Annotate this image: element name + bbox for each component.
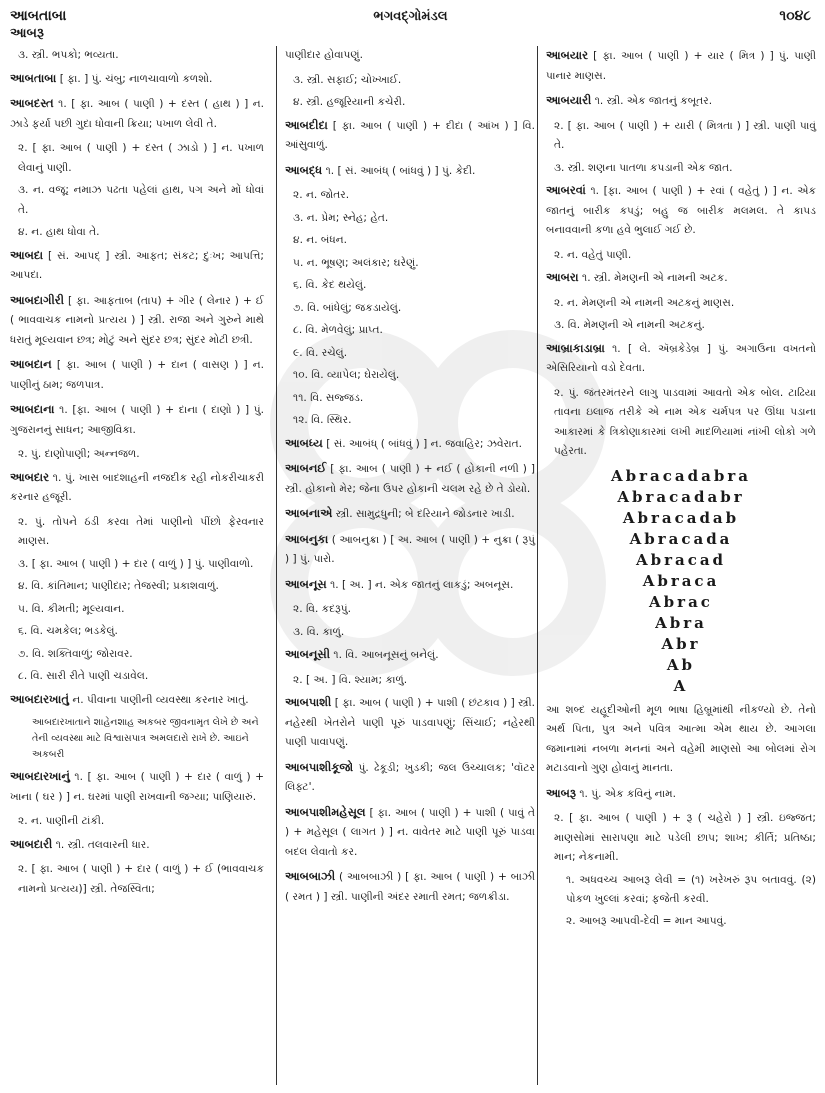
- definition-text: ૨. ન. જોતર.: [293, 189, 350, 201]
- idiom-entry: [566, 871, 816, 910]
- definition-text: આ શબ્દ યહૂદીઓની મૂળ ભાષા હિબ્રૂમાંથી નીકળ્યો છે. તેનો અર્થ પિતા, પુત્ર અને પવિત્ર આત્મા એમ થાય છે. આગલા જમાનામાં નબળા મનનાં અને વહેમી માણસો આ બોલમાં રોગ મટાડવાનો ગુણ હોવાનું માનતા.: [546, 703, 816, 774]
- definition-text: [ ફા. આબ ( પાણી ) + યાર ( મિત્ર ) ] પું. પાણી પાનાર માણસ.: [546, 50, 816, 82]
- entry-text: [546, 701, 816, 779]
- definition-text: ૪. ન. બંધન.: [293, 234, 348, 246]
- headword: આબનૂસ: [285, 576, 327, 591]
- dictionary-entry: [285, 504, 535, 525]
- headword: આબનઈ: [285, 461, 327, 475]
- entry-sense: [554, 117, 816, 156]
- dictionary-entry: [10, 94, 264, 134]
- definition-text: ૨. પું. જંતરમંતરને લાગુ પાડવામાં આવતો એક બોલ. ટાઢિયા તાવના ઇલાજ તરીકે એ નામ એક ચર્મપત્ર પર ઊંધા પડાના આકારમાં કે ત્રિકોણાકારમાં લખી માદળિયામાં નાંખી લોકો ગળે પહેરતા.: [554, 386, 816, 457]
- definition-text: ૧. પું. ખાસ બાદશાહની નજદીક રહી નોકરીચાકરી કરનાર હજૂરી.: [10, 471, 264, 503]
- definition-text: ૧૨. વિ. સ્થિર.: [293, 414, 352, 426]
- dictionary-entry: [285, 161, 535, 182]
- definition-text: ૧૧. વિ. સજ્જડ.: [293, 391, 364, 404]
- entry-sense: [18, 645, 264, 665]
- definition-text: ૨. આબરૂ આપવી-દેવી = માન આપવું.: [566, 914, 727, 927]
- abracadabra-line: A: [673, 676, 689, 695]
- definition-text: ૮. વિ. સારી રીતે પાણી ચડાવેલ.: [18, 670, 149, 682]
- entry-sense: [18, 46, 264, 66]
- definition-text: ૨. [ ફા. આબ ( પાણી ) + યારી ( મિત્રતા ) ] સ્ત્રી. પાણી પાવું તે.: [554, 119, 816, 151]
- entry-sense: [18, 600, 264, 620]
- headword: આબદ્ધ: [285, 162, 323, 177]
- dictionary-title: ભગવદ્ગોમંડલ: [373, 8, 448, 24]
- definition-text: ૬. વિ. ચમકેલ; ભડકેલું.: [18, 625, 118, 637]
- definition-text: ૩. [ ફા. આબ ( પાણી ) + દાર ( વાળું ) ] પું. પાણીવાળો.: [18, 557, 254, 570]
- definition-text: ૨. વિ. કદરૂપું.: [293, 603, 351, 615]
- definition-text: ૨. [ ફા. આબ ( પાણી ) + દસ્ત ( ઝાડો ) ] ન. પખાળ લેવાનું પાણી.: [18, 142, 264, 174]
- definition-text: ૧. વિ. આબનૂસનું બનેલું.: [330, 649, 439, 661]
- entry-sense: [554, 159, 816, 179]
- entry-sense: [293, 254, 535, 274]
- abracadabra-line: Abracadabr: [617, 487, 745, 506]
- dictionary-entry: [285, 459, 535, 499]
- definition-text: ૧. [ લે. ઍબ્રકેડેબ્ર ] પું. અગાઉના વખતનો એસિરિયાનો વડો દેવતા.: [546, 342, 816, 374]
- headword: આબરા: [546, 270, 579, 284]
- right-guide-word: આબરૂ: [10, 26, 44, 41]
- entry-sense: [293, 671, 535, 691]
- headword: આબપાશી: [285, 695, 332, 709]
- column-3: [537, 46, 816, 1085]
- entry-sense: [293, 366, 535, 386]
- definition-text: ૨. [ ફા. આબ ( પાણી ) + દાર ( વાળું ) + ઈ (ભાવવાચક નામનો પ્રત્યય)] સ્ત્રી. તેજસ્વિતા;: [18, 863, 264, 895]
- headword: આબ્રાકાડાબ્રા: [546, 340, 605, 355]
- definition-text: ૧. [ ફા. આબ ( પાણી ) + દાર ( વાળું ) + ખાના ( ઘર ) ] ન. ઘરમાં પાણી રાખવાની જગ્યા; પાણિયારું.: [10, 771, 264, 803]
- definition-text: ૭. વિ. શક્તિવાળું; જોરાવર.: [18, 647, 133, 660]
- entry-sense: [293, 231, 535, 251]
- page-number: ૧૦૪૮: [779, 8, 811, 24]
- dictionary-entry: [546, 784, 816, 805]
- definition-text: ૩. સ્ત્રી. શણના પાતળા કપડાની એક જાત.: [554, 161, 733, 174]
- definition-text: [ સં. આબંધ્ ( બાંધવું ) ] ન. જવાહિર; ઝવેરાત.: [322, 437, 523, 450]
- dictionary-entry: [10, 246, 264, 286]
- definition-text: પું. ઢેકૂડી; ખુડકી; જલ ઉચ્ચાલક; 'વૉટર લિફ્ટ'.: [285, 761, 535, 793]
- entry-sense: [18, 622, 264, 642]
- entry-sense: [554, 294, 816, 314]
- definition-text: પાણીદાર હોવાપણું.: [285, 49, 363, 61]
- definition-text: ૧. સ્ત્રી. મેમણની એ નામની અટક.: [578, 272, 728, 284]
- headword: આબયાર: [546, 48, 589, 62]
- definition-text: ૬. વિ. કેદ થયેલું.: [293, 279, 367, 291]
- abracadabra-triangle: [546, 466, 816, 697]
- headword: આબદા: [10, 247, 44, 262]
- dictionary-entry: [285, 575, 535, 596]
- headword: આબદાના: [10, 402, 55, 416]
- entry-sense: [293, 321, 535, 341]
- entry-sense: [18, 223, 264, 243]
- definition-text: ૩. સ્ત્રી. સફાઈ; ચોખ્ખાઈ.: [293, 73, 402, 86]
- abracadabra-line: Abracad: [635, 550, 727, 569]
- definition-text: ૧. [ફા. આબ ( પાણી ) + રવાં ( વહેતું ) ] ન. એક જાતનું બારીક કપડું; બહુ જ બારીક મલમલ. તે કાપડ બનાવવાની કળા હવે ભુલાઈ ગઈ છે.: [546, 185, 816, 236]
- entry-text: [285, 46, 535, 66]
- left-guide-word: આબતાબા: [10, 8, 67, 24]
- definition-text: ૪. ન. હાથ ધોવા તે.: [18, 226, 100, 238]
- definition-text: ૧. અધવચ્ચ આબરૂ લેવી = (૧) ખરેખરું રૂપ બતાવવું. (૨) પોકળ ખુલ્લાં કરવાં; ફજેતી કરવી.: [566, 873, 816, 905]
- headword: આબતાબા: [10, 70, 57, 85]
- dictionary-entry: [10, 291, 264, 351]
- headword: આબદસ્ત: [10, 96, 54, 110]
- entry-sense: [554, 246, 816, 266]
- definition-text: ૨. ન. મેમણની એ નામની અટકનું માણસ.: [554, 296, 735, 309]
- entry-sense: [293, 276, 535, 296]
- headword: આબરવાં: [546, 183, 586, 197]
- dictionary-entry: [285, 116, 535, 156]
- headword: આબનૂસી: [285, 647, 331, 661]
- column-2: [276, 46, 535, 1085]
- dictionary-entry: [546, 91, 816, 112]
- dictionary-entry: [10, 69, 264, 90]
- definition-text: ૭. વિ. બાંધેલું; જકડાયેલું.: [293, 301, 402, 314]
- definition-text: [ સં. આપદ્ ] સ્ત્રી. આફત; સંકટ; દુઃખ; આપત્તિ; આપદા.: [10, 249, 264, 281]
- definition-text: ૩. સ્ત્રી. ભપકો; ભવ્યતા.: [18, 49, 119, 61]
- dictionary-entry: [546, 268, 816, 289]
- dictionary-entry: [10, 767, 264, 807]
- entry-sense: [293, 209, 535, 229]
- headword: આબદાર: [10, 469, 50, 484]
- entry-sense: [554, 384, 816, 462]
- idiom-entry: [566, 912, 816, 932]
- definition-text: [ ફા. આફતાબ (તાપ) + ગીર ( લેનાર ) + ઈ ( ભાવવાચક નામનો પ્રત્યય ) ] સ્ત્રી. રાજા અને ગુરુને માથે ધરાતું મૂલ્યવાન છત્ર; મોટું અને સુંદર છત્ર; સુંદર મોટી છત્રી.: [10, 294, 264, 346]
- dictionary-entry: [285, 645, 535, 666]
- definition-text: ( આબનુક્રા ) [ અ. આબ ( પાણી ) + નુક્રા ( રૂપું ) ] પું. પારો.: [285, 533, 535, 565]
- abracadabra-line: Abra: [655, 613, 707, 632]
- headword: આબયારી: [546, 93, 592, 107]
- dictionary-entry: [285, 867, 535, 907]
- entry-sense: [18, 860, 264, 899]
- definition-text: ૪. સ્ત્રી. હજૂરિયાની કચેરી.: [293, 96, 406, 108]
- definition-text: [ ફા. આબ ( પાણી ) + પાશી ( પાવું તે ) + મહેસૂલ ( લાગત ) ] ન. વાવેતર માટે પાણી પૂરું પાડવા બદલ લેવાતો કર.: [285, 806, 535, 858]
- headword: આબપાશીમહેસૂલ: [285, 804, 366, 819]
- definition-text: ૧. [ફા. આબ ( પાણી ) + દાના ( દાણો ) ] પું. ગુજરાનનું સાધન; આજીવિકા.: [10, 404, 264, 436]
- definition-text: ૩. ન. વજૂ; નમાઝ પઢતા પહેલાં હાથ, પગ અને મોં ધોવાં તે.: [18, 184, 264, 216]
- headword: આબદીદા: [285, 117, 328, 132]
- headword: આબદારી: [10, 836, 53, 851]
- headword: આબદારખાનું: [10, 769, 70, 783]
- dictionary-entry: [546, 181, 816, 241]
- headword: આબદાન: [10, 357, 52, 371]
- definition-text: આબદારખાતાને શાહેનશાહ અકબર જીવનામૃત લેખે છે અને તેની વ્યવસ્થા માટે વિશ્વાસપાત્ર અમલદારો રાખે છે. આઇને અકબરી: [32, 717, 259, 760]
- entry-sense: [293, 411, 535, 431]
- dictionary-entry: [10, 400, 264, 440]
- page-header: [10, 6, 811, 26]
- entry-sense: [18, 555, 264, 575]
- definition-text: ૧. [ ફા. આબ ( પાણી ) + દસ્ત ( હાથ ) ] ન. ઝાડે ફર્યા પછી ગુદા ધોવાની ક્રિયા; પખાળ લેવી તે.: [10, 98, 264, 130]
- abracadabra-line: Abr: [661, 634, 701, 653]
- entry-sense: [293, 299, 535, 319]
- definition-text: ન. પીવાના પાણીની વ્યવસ્થા કરનાર ખાતું.: [68, 693, 249, 706]
- headword: આબદાગીરી: [10, 292, 65, 307]
- definition-text: સ્ત્રી. સામુદ્રધુની; બે દરિયાને જોડનાર ખાડી.: [332, 508, 515, 520]
- definition-text: [ ફા. આબ ( પાણી ) + પાશી ( છંટકાવ ) ] સ્ત્રી. નહેરથી ખેતરોને પાણી પૂરું પાડવાપણું; સિંચાઈ; નહેરથી પાણી પાવાપણું.: [285, 697, 535, 748]
- abracadabra-line: Abracadab: [622, 508, 740, 527]
- headword: આબનાએ: [285, 506, 333, 520]
- definition-text: ૨. ન. વહેતું પાણી.: [554, 248, 632, 261]
- entry-sense: [18, 577, 264, 597]
- dictionary-entry: [10, 355, 264, 395]
- dictionary-entry: [546, 46, 816, 86]
- definition-text: ૧. સ્ત્રી. એક જાતનું કબૂતર.: [591, 95, 713, 107]
- dictionary-entry: [10, 835, 264, 856]
- headword: આબધ્ય: [285, 435, 323, 450]
- definition-text: ૮. વિ. મેળવેલું; પ્રાપ્ત.: [293, 324, 383, 336]
- headword: આબનુકા: [285, 531, 329, 546]
- definition-text: ૧. સ્ત્રી. તલવારની ધાર.: [52, 838, 150, 851]
- entry-sense: [18, 513, 264, 552]
- entry-sense: [18, 812, 264, 832]
- entry-sense: [293, 623, 535, 643]
- headword: આબબાઝી: [285, 869, 336, 883]
- entry-sense: [293, 93, 535, 113]
- definition-text: ૫. વિ. કીમતી; મૂલ્યવાન.: [18, 602, 125, 615]
- dictionary-entry: [546, 339, 816, 379]
- definition-text: ( આબબાઝી ) [ ફા. આબ ( પાણી ) + બાઝી ( રમત ) ] સ્ત્રી. પાણીની અંદર રમાતી રમત; જળક્રીડા.: [285, 871, 535, 903]
- dictionary-entry: [285, 530, 535, 570]
- dictionary-entry: [285, 803, 535, 863]
- definition-text: ૩. ન. પ્રેમ; સ્નેહ; હેત.: [293, 211, 389, 224]
- definition-text: ૨. ન. પાણીની ટાંકી.: [18, 815, 105, 827]
- definition-text: ૧. [ સં. આબંધ્ ( બાંધવું ) ] પું. કેદી.: [322, 164, 476, 177]
- abracadabra-line: Abrac: [649, 592, 713, 611]
- definition-text: [ ફા. આબ ( પાણી ) + દાન ( વાસણ ) ] ન. પાણીનું ઠામ; જળપાત્ર.: [10, 359, 264, 391]
- definition-text: ૫. ન. ભૂષણ; અલંકાર; ઘરેણું.: [293, 256, 419, 269]
- entry-sense: [293, 344, 535, 364]
- definition-text: [ ફા. આબ ( પાણી ) + દીદા ( આંખ ) ] વિ. આંસુવાળું.: [285, 119, 535, 151]
- entry-sense: [293, 600, 535, 620]
- entry-sense: [293, 186, 535, 206]
- definition-text: ૨. [ અ. ] વિ. શ્યામ; કાળું.: [293, 673, 408, 686]
- definition-text: ૧. [ અ. ] ન. એક જાતનું લાકડું; અબનૂસ.: [326, 578, 514, 591]
- definition-text: [ ફા. આબ ( પાણી ) + નઈ ( હોકાની નળી ) ] સ્ત્રી. હોકાનો મેર; જેના ઉપર હોકાની ચલમ રહે છે તે ડોયો.: [285, 463, 535, 495]
- dictionary-entry: [10, 468, 264, 508]
- definition-text: ૨. [ ફા. આબ ( પાણી ) + રૂ ( ચહેરો ) ] સ્ત્રી. ઇજ્જત; માણસોમાં સારાપણા માટે પડેલી છાપ; શાખ; કીર્તિ; પ્રતિષ્ઠા; માન; નેકનામી.: [554, 812, 816, 863]
- abracadabra-line: Abracadabra: [611, 466, 751, 485]
- dictionary-entry: [285, 434, 535, 455]
- dictionary-entry: [285, 693, 535, 753]
- definition-text: ૩. વિ. કાળું.: [293, 625, 345, 638]
- entry-sense: [18, 445, 264, 465]
- definition-text: ૪. વિ. કાંતિમાન; પાણીદાર; તેજસ્વી; પ્રકાશવાળું.: [18, 580, 219, 592]
- headword: આબપાશીકૂજો: [285, 759, 354, 774]
- entry-sense: [293, 71, 535, 91]
- entry-sense: [18, 667, 264, 687]
- entry-sense: [293, 389, 535, 409]
- entry-sense: [18, 181, 264, 220]
- definition-text: ૨. પું. દાણોપાણી; અન્નજળ.: [18, 448, 140, 460]
- definition-text: ૯. વિ. રચેલું.: [293, 346, 348, 359]
- headword: આબદારખાતું: [10, 691, 69, 706]
- entry-sense: [554, 809, 816, 868]
- abracadabra-line: Abracada: [629, 529, 733, 548]
- dictionary-entry: [10, 690, 264, 711]
- definition-text: [ ફા. ] પું. ચંબુ; નાળચાવાળો કળશો.: [56, 72, 213, 85]
- abracadabra-line: Ab: [666, 655, 696, 674]
- entry-note: [32, 715, 264, 763]
- abracadabra-line: Abraca: [642, 571, 720, 590]
- definition-text: ૨. પું. તોપને ઠંડી કરવા તેમાં પાણીનો પીંછો ફેરવનાર માણસ.: [18, 515, 264, 547]
- definition-text: ૧. પું. એક કવિનું નામ.: [575, 787, 676, 800]
- entry-sense: [554, 316, 816, 336]
- entry-sense: [18, 139, 264, 178]
- definition-text: ૧૦. વિ. વ્યાપેલ; ઘેરાયેલું.: [293, 369, 400, 381]
- column-1: [10, 46, 264, 1085]
- definition-text: ૩. વિ. મેમણની એ નામની અટકનું.: [554, 319, 705, 331]
- headword: આબરૂ: [546, 785, 576, 800]
- dictionary-entry: [285, 758, 535, 798]
